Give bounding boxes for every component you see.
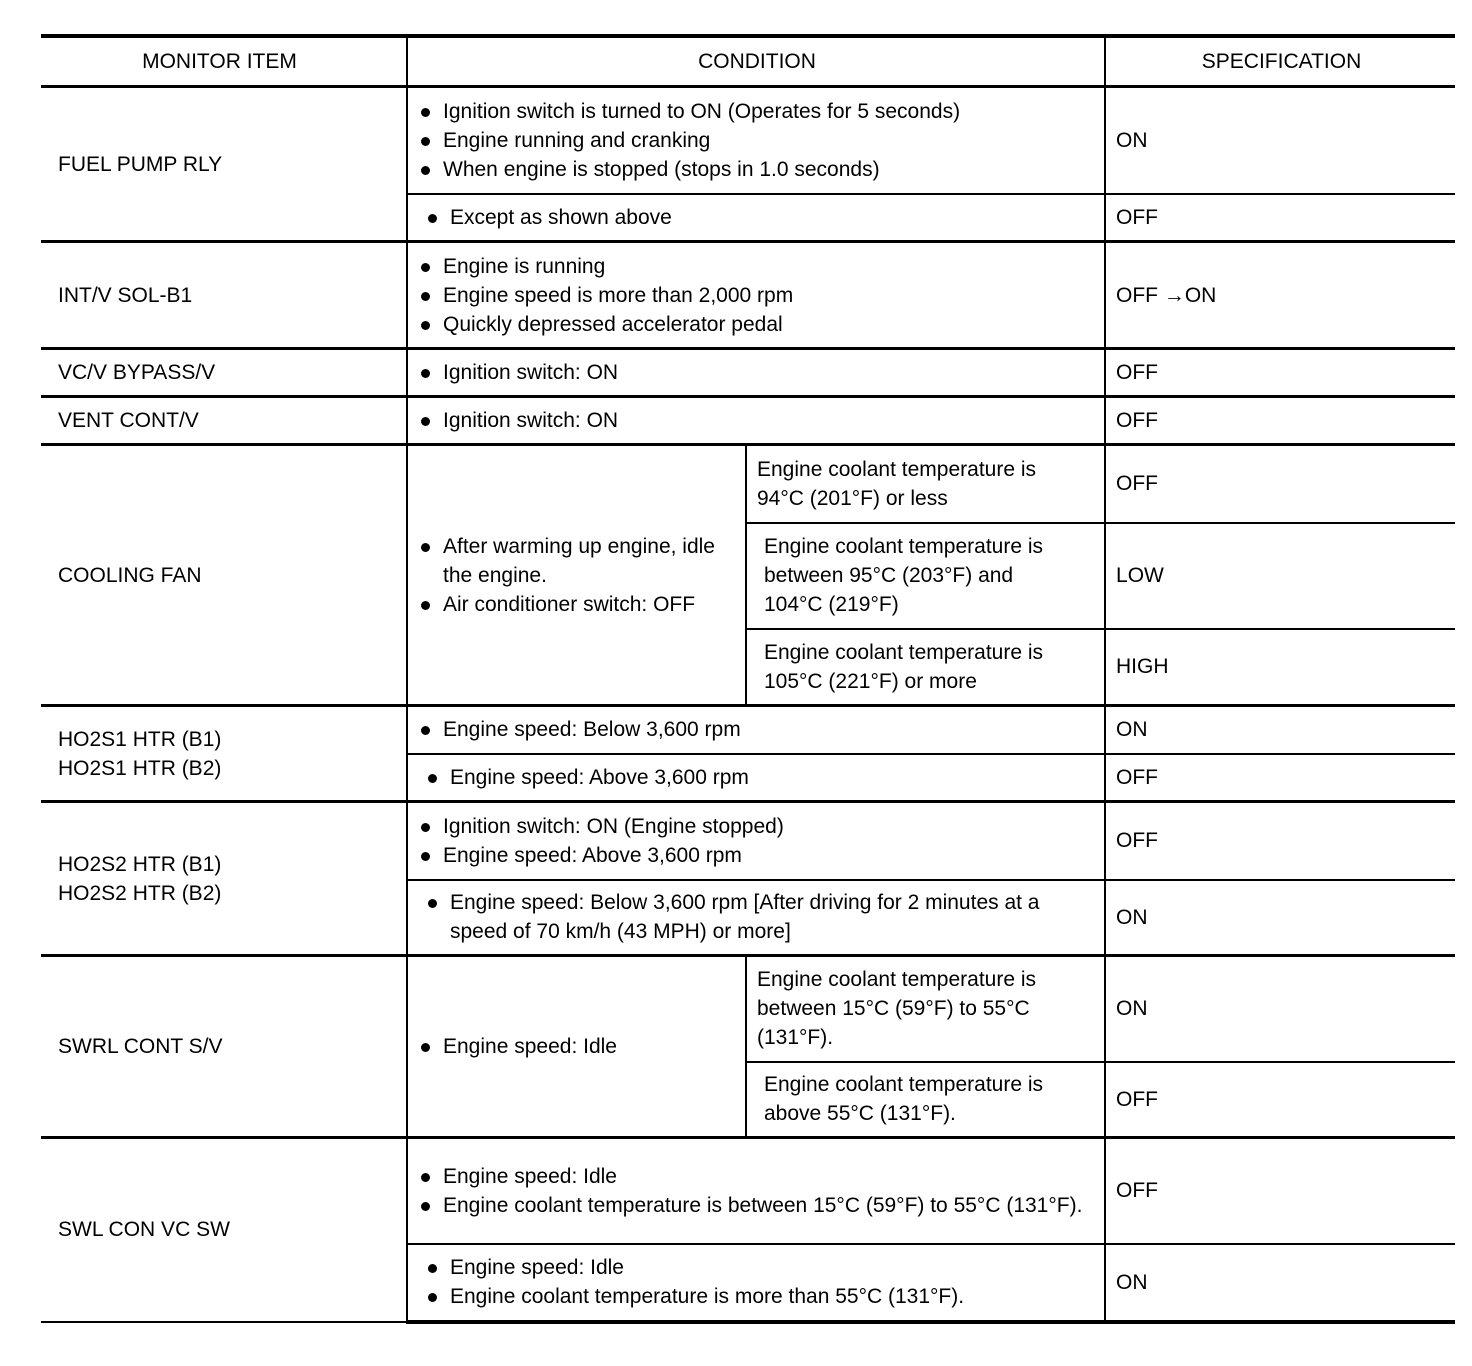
- condition-item: Engine speed: Idle: [418, 1162, 1086, 1191]
- table-row: [41, 349, 1455, 397]
- condition-item: Ignition switch: ON: [418, 406, 1096, 435]
- condition-cell: [407, 1244, 1105, 1322]
- condition-item: Engine speed: Above 3,600 rpm: [425, 763, 1096, 792]
- condition-cell: [407, 956, 746, 1138]
- condition-item: Engine coolant temperature is more than 55°C (131°F).: [425, 1282, 1096, 1311]
- condition-detail-cell: [746, 445, 1105, 523]
- monitor-item-cell: VC/V BYPASS/V: [41, 349, 407, 397]
- condition-cell: [407, 802, 1105, 880]
- spec-cell: OFF →ON: [1105, 242, 1455, 349]
- detail-line: 94°C (201°F) or less: [757, 486, 948, 510]
- table-row: [41, 956, 1455, 1062]
- monitor-item-line: HO2S1 HTR (B1): [58, 727, 222, 751]
- condition-item: Air conditioner switch: OFF: [418, 590, 737, 619]
- header-condition: CONDITION: [407, 36, 1105, 87]
- spec-cell: OFF: [1105, 1062, 1455, 1138]
- detail-line: Engine coolant temperature is: [764, 1073, 1043, 1097]
- condition-list: [425, 763, 1096, 792]
- monitor-item-cell: [41, 802, 407, 956]
- condition-cell: [407, 706, 1105, 754]
- spec-cell: OFF: [1105, 194, 1455, 242]
- condition-item: Ignition switch is turned to ON (Operates for 5 seconds): [418, 97, 1096, 126]
- spec-cell: OFF: [1105, 349, 1455, 397]
- condition-item: After warming up engine, idle the engine.: [418, 532, 737, 590]
- condition-item: Engine speed: Idle: [425, 1253, 1096, 1282]
- detail-line: 104°C (219°F): [764, 593, 899, 616]
- condition-detail-cell: [746, 629, 1105, 706]
- monitor-item-line: HO2S2 HTR (B2): [58, 881, 222, 905]
- table-row: [41, 706, 1455, 754]
- spec-table-container: [41, 34, 1455, 1324]
- detail-line: above 55°C (131°F).: [764, 1102, 956, 1126]
- condition-item: Engine is running: [418, 252, 1096, 281]
- table-row: [41, 87, 1455, 194]
- condition-item: Engine coolant temperature is between 15°C (59°F) to 55°C (131°F).: [418, 1191, 1086, 1220]
- spec-cell: ON: [1105, 87, 1455, 194]
- condition-cell: [407, 397, 1105, 445]
- table-row: [41, 242, 1455, 349]
- spec-cell: OFF: [1105, 397, 1455, 445]
- spec-cell: ON: [1105, 706, 1455, 754]
- condition-list: [418, 532, 737, 619]
- condition-list: [425, 1253, 1096, 1311]
- spec-cell: OFF: [1105, 802, 1455, 880]
- spec-cell: ON: [1105, 880, 1455, 956]
- table-row: [41, 445, 1455, 523]
- condition-list: [418, 1162, 1086, 1220]
- condition-cell: [407, 445, 746, 706]
- condition-detail-cell: [746, 523, 1105, 629]
- detail-line: (131°F).: [757, 1026, 834, 1050]
- table-row: [41, 1138, 1455, 1244]
- condition-item: Engine speed is more than 2,000 rpm: [418, 281, 1096, 310]
- condition-item: Engine speed: Above 3,600 rpm: [418, 841, 1096, 870]
- condition-list: [425, 888, 1074, 946]
- detail-line: between 95°C (203°F) and: [764, 564, 1014, 587]
- detail-line: Engine coolant temperature is: [757, 457, 1036, 481]
- condition-item: Engine running and cranking: [418, 126, 1096, 155]
- condition-cell: [407, 87, 1105, 194]
- detail-line: Engine coolant temperature is: [764, 640, 1043, 664]
- detail-line: between 15°C (59°F) to 55°C: [757, 997, 1030, 1021]
- monitor-item-cell: INT/V SOL-B1: [41, 242, 407, 349]
- condition-detail-cell: [746, 1062, 1105, 1138]
- detail-line: Engine coolant temperature is: [757, 968, 1036, 992]
- condition-item: Ignition switch: ON (Engine stopped): [418, 812, 1096, 841]
- condition-item: Except as shown above: [425, 203, 1096, 232]
- spec-cell: ON: [1105, 956, 1455, 1062]
- detail-line: Engine coolant temperature is: [764, 535, 1043, 558]
- spec-cell: ON: [1105, 1244, 1455, 1322]
- condition-cell: [407, 754, 1105, 802]
- table-row: [41, 802, 1455, 880]
- condition-list: [418, 812, 1096, 870]
- condition-list: [418, 252, 1096, 339]
- monitor-item-cell: FUEL PUMP RLY: [41, 87, 407, 242]
- condition-item: Engine speed: Below 3,600 rpm: [418, 715, 1096, 744]
- detail-line: 105°C (221°F) or more: [764, 669, 977, 693]
- monitor-item-cell: SWL CON VC SW: [41, 1138, 407, 1322]
- condition-list: [418, 97, 1096, 184]
- condition-cell: [407, 1138, 1105, 1244]
- spec-cell: OFF: [1105, 754, 1455, 802]
- spec-cell: OFF: [1105, 1138, 1455, 1244]
- condition-item: Engine speed: Idle: [418, 1032, 737, 1061]
- condition-cell: [407, 880, 1105, 956]
- condition-list: [418, 406, 1096, 435]
- spec-cell: HIGH: [1105, 629, 1455, 706]
- table-row: [41, 397, 1455, 445]
- monitor-item-cell: VENT CONT/V: [41, 397, 407, 445]
- condition-list: [418, 715, 1096, 744]
- condition-cell: [407, 242, 1105, 349]
- header-monitor-item: MONITOR ITEM: [41, 36, 407, 87]
- condition-detail-cell: [746, 956, 1105, 1062]
- condition-cell: [407, 349, 1105, 397]
- monitor-item-cell: COOLING FAN: [41, 445, 407, 706]
- table-header-row: [41, 36, 1455, 87]
- spec-cell: OFF: [1105, 445, 1455, 523]
- condition-list: [425, 203, 1096, 232]
- condition-item: Engine speed: Below 3,600 rpm [After driving for 2 minutes at a speed of 70 km/h (43 MPH) or more]: [425, 888, 1074, 946]
- condition-item: When engine is stopped (stops in 1.0 seconds): [418, 155, 1096, 184]
- header-specification: SPECIFICATION: [1105, 36, 1455, 87]
- monitor-item-line: HO2S1 HTR (B2): [58, 756, 222, 780]
- monitor-item-cell: [41, 706, 407, 802]
- monitor-item-cell: SWRL CONT S/V: [41, 956, 407, 1138]
- condition-item: Quickly depressed accelerator pedal: [418, 310, 1096, 339]
- condition-list: [418, 358, 1096, 387]
- monitor-item-line: HO2S2 HTR (B1): [58, 852, 222, 876]
- spec-cell: LOW: [1105, 523, 1455, 629]
- condition-cell: [407, 194, 1105, 242]
- monitor-spec-table: [41, 34, 1455, 1324]
- condition-item: Ignition switch: ON: [418, 358, 1096, 387]
- condition-list: [418, 1032, 737, 1061]
